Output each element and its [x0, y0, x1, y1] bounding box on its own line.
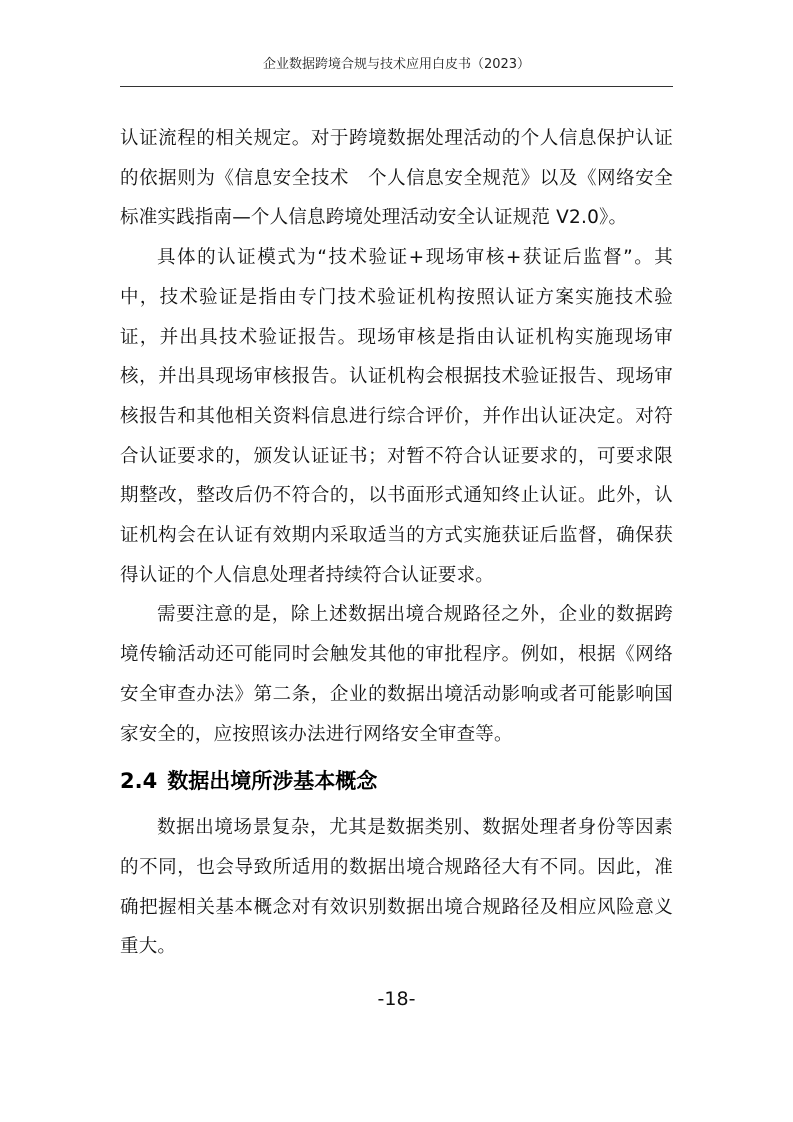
paragraph-certification-mode: 具体的认证模式为“技术验证+现场审核+获证后监督”。其中，技术验证是指由专门技术验证机构按照认证方案实施技术验证，并出具技术验证报告。现场审核是指由认证机构实施现场审核，并出具现场审核报告。认证机构会根据技术验证报告、现场审核报告和其他相关资料信息进行综合评价，并作出认证决定。对符合认证要求的，颁发认证证书；对暂不符合认证要求的，可要求限期整改，整改后仍不符合的，以书面形式通知终止认证。此外，认证机构会在认证有效期内采取适当的方式实施获证后监督，确保获得认证的个人信息处理者持续符合认证要求。 — [120, 247, 673, 586]
header-divider — [120, 86, 673, 87]
body-text — [120, 119, 673, 967]
section-number: 2.4 — [120, 769, 158, 794]
paragraph-other-approvals: 需要注意的是，除上述数据出境合规路径之外，企业的数据跨境传输活动还可能同时会触发其他的审批程序。例如，根据《网络安全审查办法》第二条，企业的数据出境活动影响或者可能影响国家安全的，应按照该办法进行网络安全审查等。 — [120, 604, 673, 745]
paragraph-basic-concepts: 数据出境场景复杂，尤其是数据类别、数据处理者身份等因素的不同，也会导致所适用的数据出境合规路径大有不同。因此，准确把握相关基本概念对有效识别数据出境合规路径及相应风险意义重大。 — [120, 817, 673, 958]
paragraph-continuation: 认证流程的相关规定。对于跨境数据处理活动的个人信息保护认证的依据则为《信息安全技术 个人信息安全规范》以及《网络安全标准实践指南—个人信息跨境处理活动安全认证规范 V2.0》。 — [120, 128, 673, 229]
page-number: -18- — [377, 988, 416, 1010]
section-heading — [120, 764, 673, 798]
running-header: 企业数据跨境合规与技术应用白皮书（2023） — [262, 57, 531, 72]
section-title: 数据出境所涉基本概念 — [167, 769, 378, 794]
